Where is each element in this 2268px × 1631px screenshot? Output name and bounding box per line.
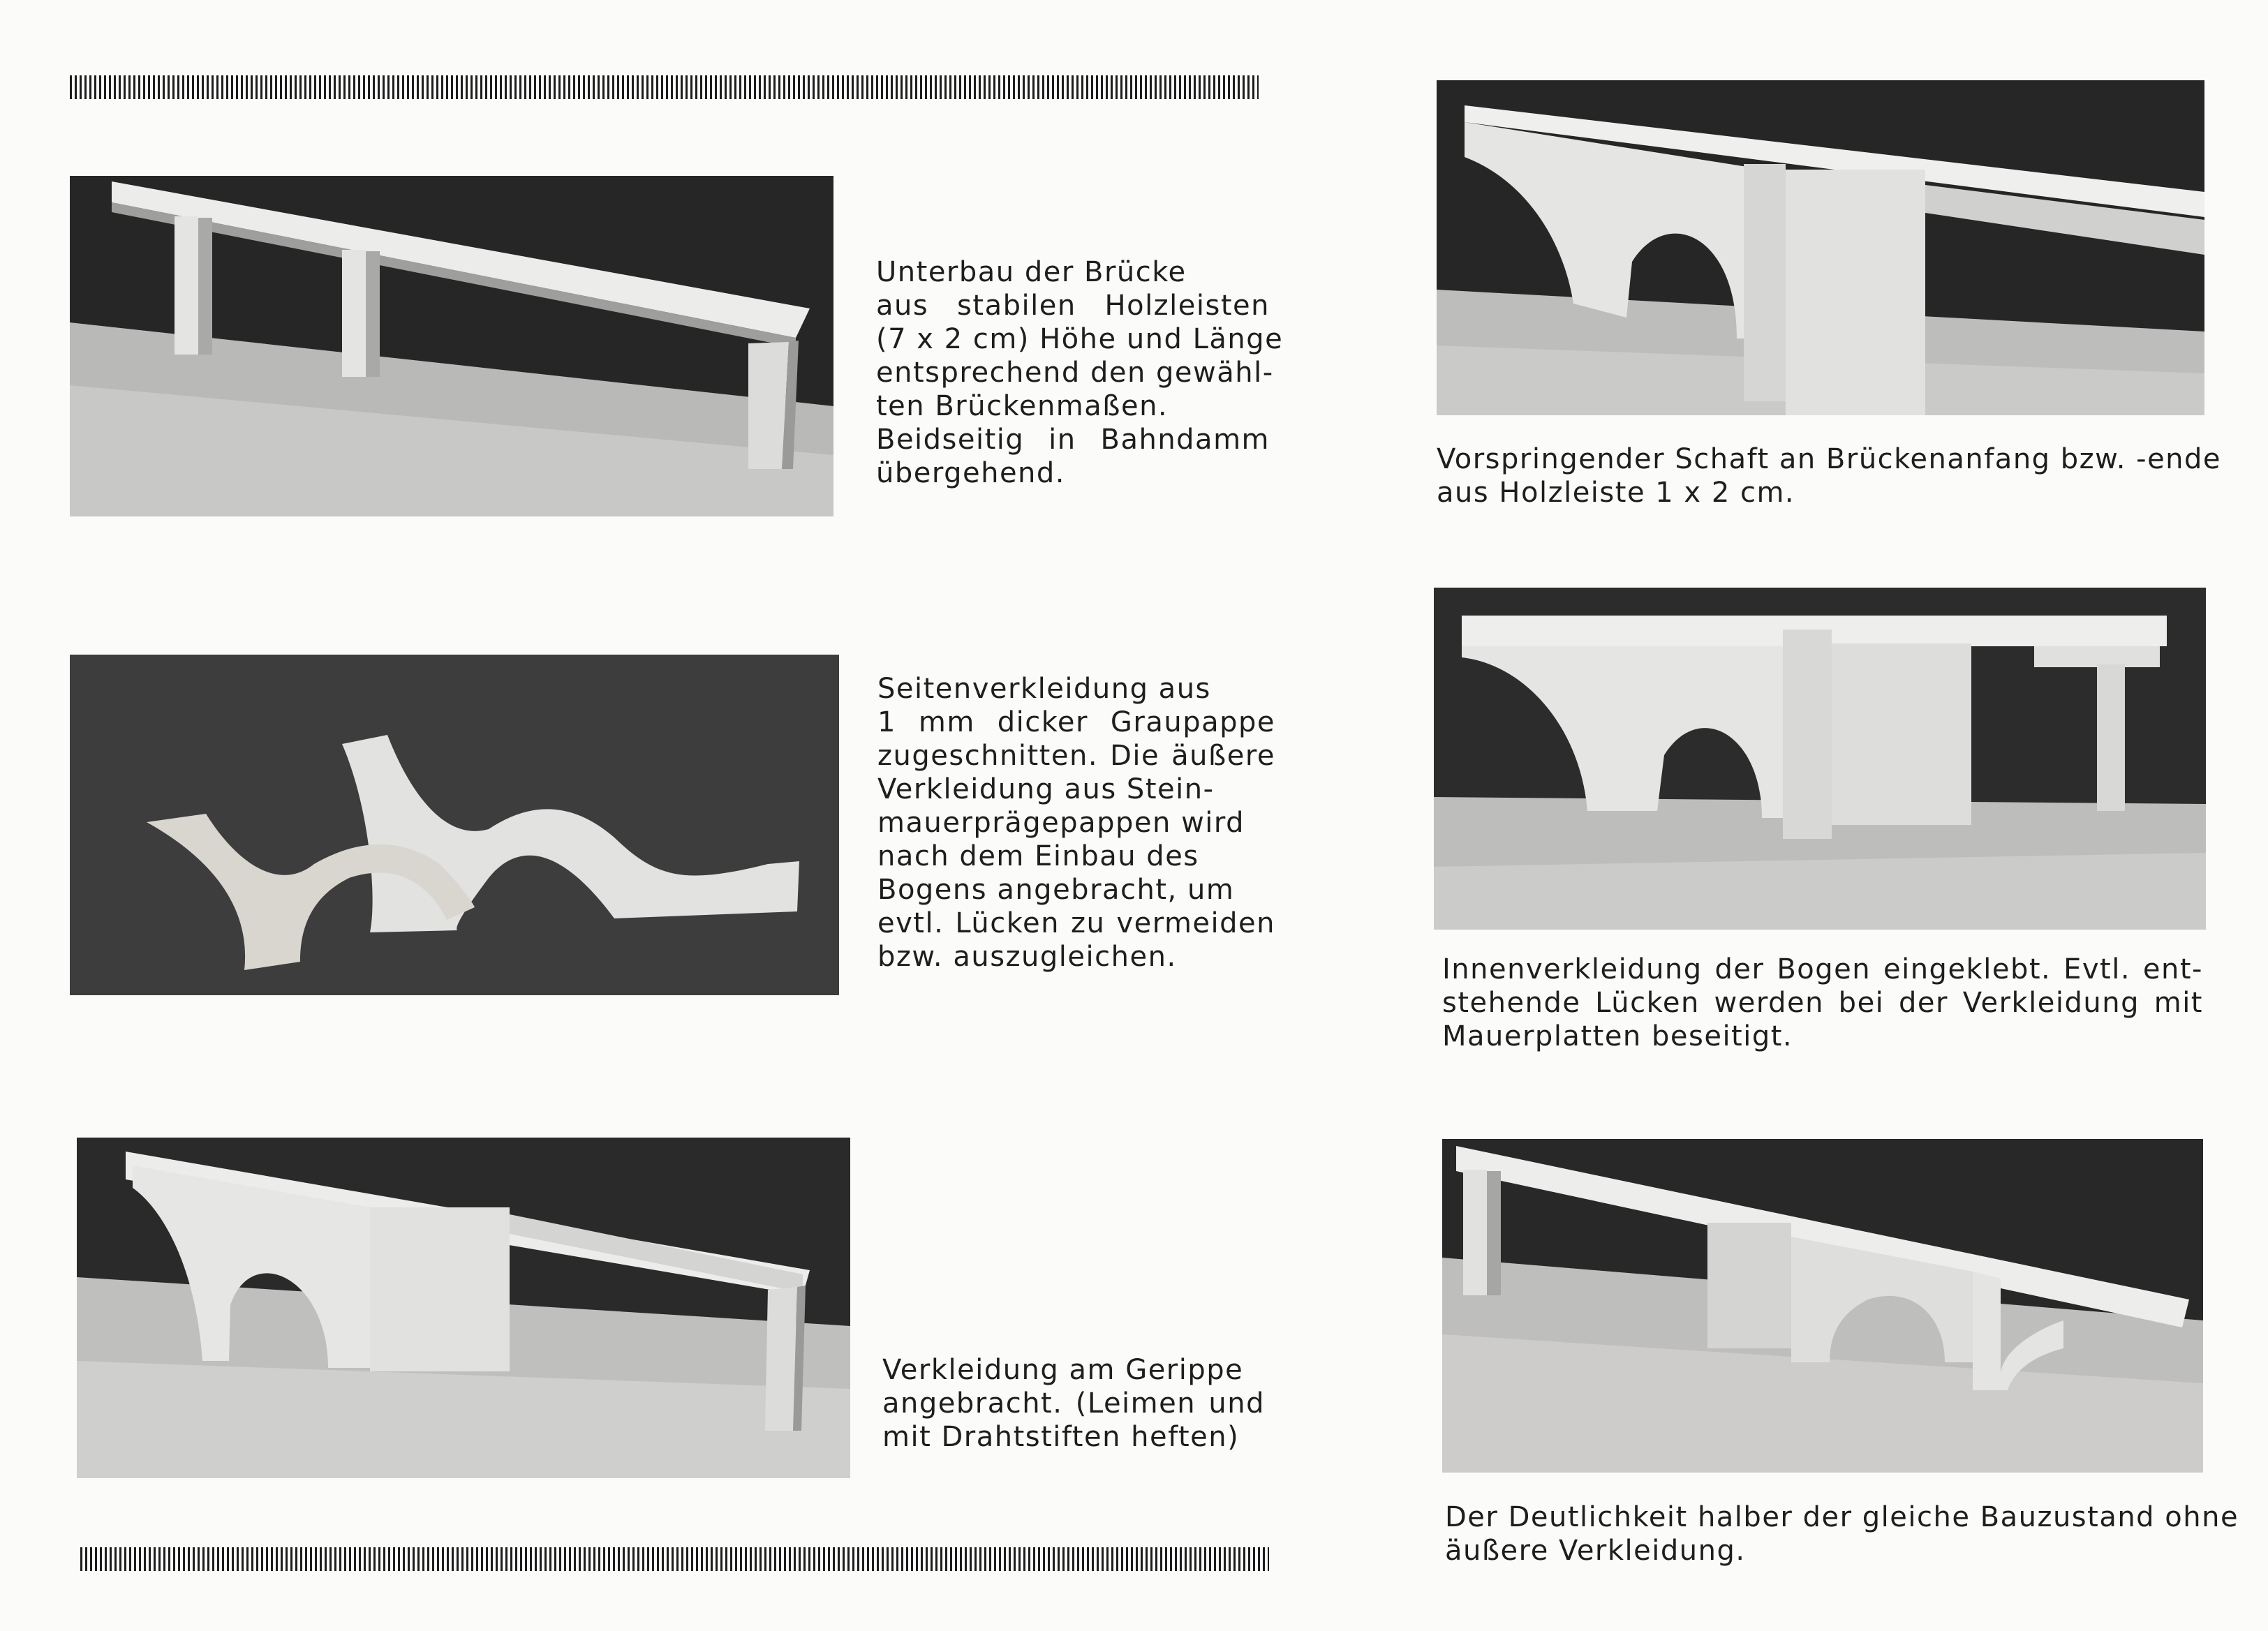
caption-line: übergehend.: [876, 457, 1066, 489]
caption-substructure: [876, 255, 1284, 490]
caption-line: bzw. auszugleichen.: [877, 941, 1177, 973]
caption-line: nach dem Einbau des: [877, 840, 1199, 872]
caption-line: angebracht. (Leimen und: [882, 1387, 1265, 1420]
caption-line: Seitenverkleidung aus: [877, 673, 1211, 705]
caption-line: ten Brückenmaßen.: [876, 390, 1169, 422]
photo-cladding-on-frame: [77, 1138, 850, 1478]
caption-line: aus Holzleiste 1 x 2 cm.: [1437, 477, 1795, 509]
photo-without-outer-cladding: [1442, 1139, 2203, 1473]
caption-line: äußere Verkleidung.: [1445, 1535, 1746, 1567]
photo-inner-arch-cladding: [1434, 588, 2206, 930]
top-decorative-bar: [70, 75, 1259, 99]
caption-without-outer-cladding: [1445, 1500, 2239, 1567]
caption-line: zugeschnitten. Die äußere: [877, 740, 1275, 772]
photo-bridge-substructure: [70, 176, 833, 516]
caption-side-panels: [877, 672, 1275, 974]
caption-line: Der Deutlichkeit halber der gleiche Bauzustand ohne: [1445, 1501, 2239, 1533]
bottom-decorative-bar: [80, 1547, 1269, 1571]
caption-line: Innenverkleidung der Bogen eingeklebt. Evtl. ent-: [1442, 953, 2203, 985]
photo-side-panels: [70, 655, 839, 995]
caption-line: mit Drahtstiften heften): [882, 1421, 1240, 1453]
caption-line: Bogens angebracht, um: [877, 874, 1235, 906]
caption-line: Verkleidung am Gerippe: [882, 1354, 1244, 1386]
caption-line: Mauerplatten beseitigt.: [1442, 1020, 1793, 1052]
caption-line: stehende Lücken werden bei der Verkleidung mit: [1442, 987, 2203, 1019]
caption-inner-arch-cladding: [1442, 953, 2203, 1053]
caption-line: mauerprägepappen wird: [877, 807, 1245, 839]
caption-line: (7 x 2 cm) Höhe und Länge: [876, 323, 1284, 355]
caption-line: Beidseitig in Bahndamm: [876, 424, 1270, 456]
caption-line: Unterbau der Brücke: [876, 256, 1187, 288]
caption-cladding-on-frame: [882, 1353, 1265, 1454]
caption-projecting-shaft: [1437, 442, 2222, 509]
photo-projecting-shaft: [1437, 80, 2204, 415]
caption-line: 1 mm dicker Graupappe: [877, 706, 1275, 738]
caption-line: aus stabilen Holzleisten: [876, 290, 1270, 322]
caption-line: Verkleidung aus Stein-: [877, 773, 1215, 805]
caption-line: evtl. Lücken zu vermeiden: [877, 907, 1275, 939]
caption-line: Vorspringender Schaft an Brückenanfang bzw. -ende: [1437, 443, 2222, 475]
caption-line: entsprechend den gewähl-: [876, 357, 1274, 389]
